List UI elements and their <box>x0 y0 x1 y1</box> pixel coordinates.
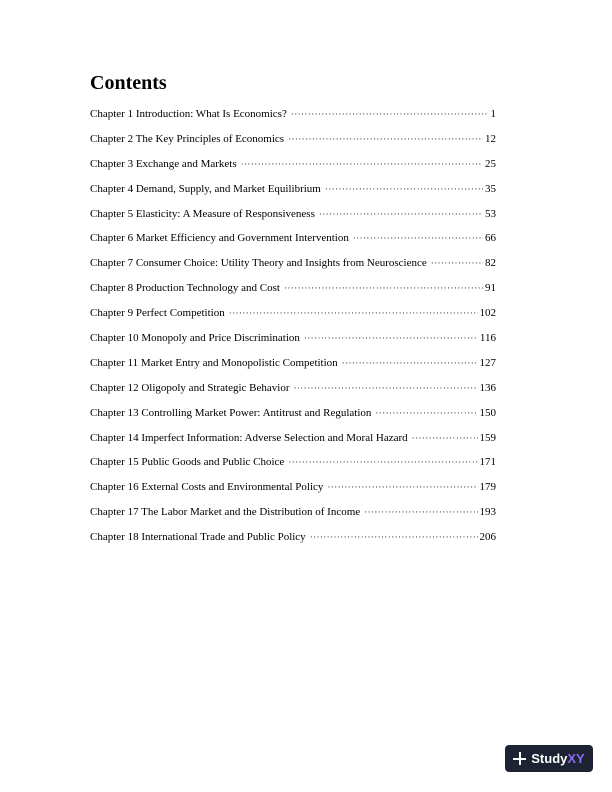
toc-dot-leader <box>288 452 477 472</box>
toc-entry-page-number: 206 <box>479 531 496 544</box>
toc-entry[interactable] <box>90 253 496 278</box>
toc-entry-page-number: 25 <box>485 157 496 170</box>
toc-dot-leader <box>229 303 478 323</box>
toc-entry[interactable] <box>90 378 496 403</box>
toc-entry-label: Chapter 13 Controlling Market Power: Antitrust and Regulation <box>90 406 372 419</box>
toc-entry-label: Chapter 6 Market Efficiency and Government Intervention <box>90 232 349 245</box>
toc-entry[interactable] <box>90 353 496 378</box>
studyxy-logo-badge[interactable] <box>505 745 593 772</box>
toc-entry-label: Chapter 10 Monopoly and Price Discrimination <box>90 332 300 345</box>
brand-name-xy: XY <box>567 751 585 766</box>
contents-heading: Contents <box>90 72 167 94</box>
toc-entry-label: Chapter 3 Exchange and Markets <box>90 157 237 170</box>
toc-entry[interactable] <box>90 278 496 303</box>
toc-entry-page-number: 116 <box>479 332 496 345</box>
toc-entry-label: Chapter 7 Consumer Choice: Utility Theory and Insights from Neuroscience <box>90 257 427 270</box>
toc-entry-page-number: 35 <box>485 182 496 195</box>
toc-entry-page-number: 159 <box>479 431 496 444</box>
toc-entry-label: Chapter 11 Market Entry and Monopolistic Competition <box>90 356 338 369</box>
plus-icon <box>513 752 526 765</box>
toc-dot-leader <box>291 104 489 124</box>
toc-dot-leader <box>241 154 483 174</box>
toc-entry-page-number: 82 <box>485 257 496 270</box>
toc-entry-label: Chapter 9 Perfect Competition <box>90 307 225 320</box>
toc-dot-leader <box>319 204 483 224</box>
toc-entry[interactable] <box>90 428 496 453</box>
toc-entry-label: Chapter 18 International Trade and Public Policy <box>90 531 306 544</box>
toc-entry-label: Chapter 15 Public Goods and Public Choice <box>90 456 285 469</box>
toc-entry-page-number: 91 <box>485 282 496 295</box>
toc-entry-page-number: 171 <box>479 456 496 469</box>
toc-entry[interactable] <box>90 527 496 552</box>
toc-entry[interactable] <box>90 452 496 477</box>
toc-entry-page-number: 136 <box>479 381 496 394</box>
toc-entry-label: Chapter 8 Production Technology and Cost <box>90 282 280 295</box>
toc-entry-label: Chapter 2 The Key Principles of Economics <box>90 132 285 145</box>
toc-entry[interactable] <box>90 129 496 154</box>
toc-dot-leader <box>342 353 478 373</box>
toc-dot-leader <box>353 228 483 248</box>
toc-dot-leader <box>288 129 483 149</box>
toc-dot-leader <box>412 428 478 448</box>
toc-entry[interactable] <box>90 303 496 328</box>
toc-entry[interactable] <box>90 403 496 428</box>
toc-dot-leader <box>293 378 477 398</box>
toc-entry[interactable] <box>90 154 496 179</box>
toc-entry-label: Chapter 14 Imperfect Information: Adverse Selection and Moral Hazard <box>90 431 408 444</box>
toc-entry-label: Chapter 1 Introduction: What Is Economics? <box>90 108 287 120</box>
toc-dot-leader <box>375 403 477 423</box>
toc-entry[interactable] <box>90 179 496 204</box>
toc-entry-page-number: 12 <box>485 132 496 145</box>
toc-entry-page-number: 179 <box>479 481 496 494</box>
toc-entry[interactable] <box>90 477 496 502</box>
toc-entry-label: Chapter 5 Elasticity: A Measure of Responsiveness <box>90 207 315 220</box>
toc-entry-label: Chapter 4 Demand, Supply, and Market Equilibrium <box>90 182 321 195</box>
toc-dot-leader <box>284 278 483 298</box>
toc-entry-label: Chapter 16 External Costs and Environmental Policy <box>90 481 324 494</box>
toc-entry[interactable] <box>90 328 496 353</box>
toc-entry[interactable] <box>90 228 496 253</box>
toc-entry-page-number: 193 <box>479 506 496 519</box>
toc-dot-leader <box>325 179 483 199</box>
toc-entry-page-number: 1 <box>490 108 496 120</box>
brand-name-study: Study <box>531 751 568 766</box>
toc-entry-label: Chapter 12 Oligopoly and Strategic Behavior <box>90 381 290 394</box>
toc-entry[interactable] <box>90 502 496 527</box>
toc-dot-leader <box>310 527 478 547</box>
toc-dot-leader <box>327 477 477 497</box>
toc-entry-page-number: 53 <box>485 207 496 220</box>
toc-entry-page-number: 127 <box>479 356 496 369</box>
toc-entry[interactable] <box>90 104 496 129</box>
toc-dot-leader <box>431 253 483 273</box>
toc-entry[interactable] <box>90 204 496 229</box>
brand-name <box>531 752 584 765</box>
toc-entry-page-number: 150 <box>479 406 496 419</box>
toc-dot-leader <box>364 502 477 522</box>
table-of-contents <box>90 104 496 552</box>
toc-entry-label: Chapter 17 The Labor Market and the Distribution of Income <box>90 506 361 519</box>
toc-dot-leader <box>304 328 478 348</box>
toc-entry-page-number: 66 <box>485 232 496 245</box>
toc-entry-page-number: 102 <box>479 307 496 320</box>
